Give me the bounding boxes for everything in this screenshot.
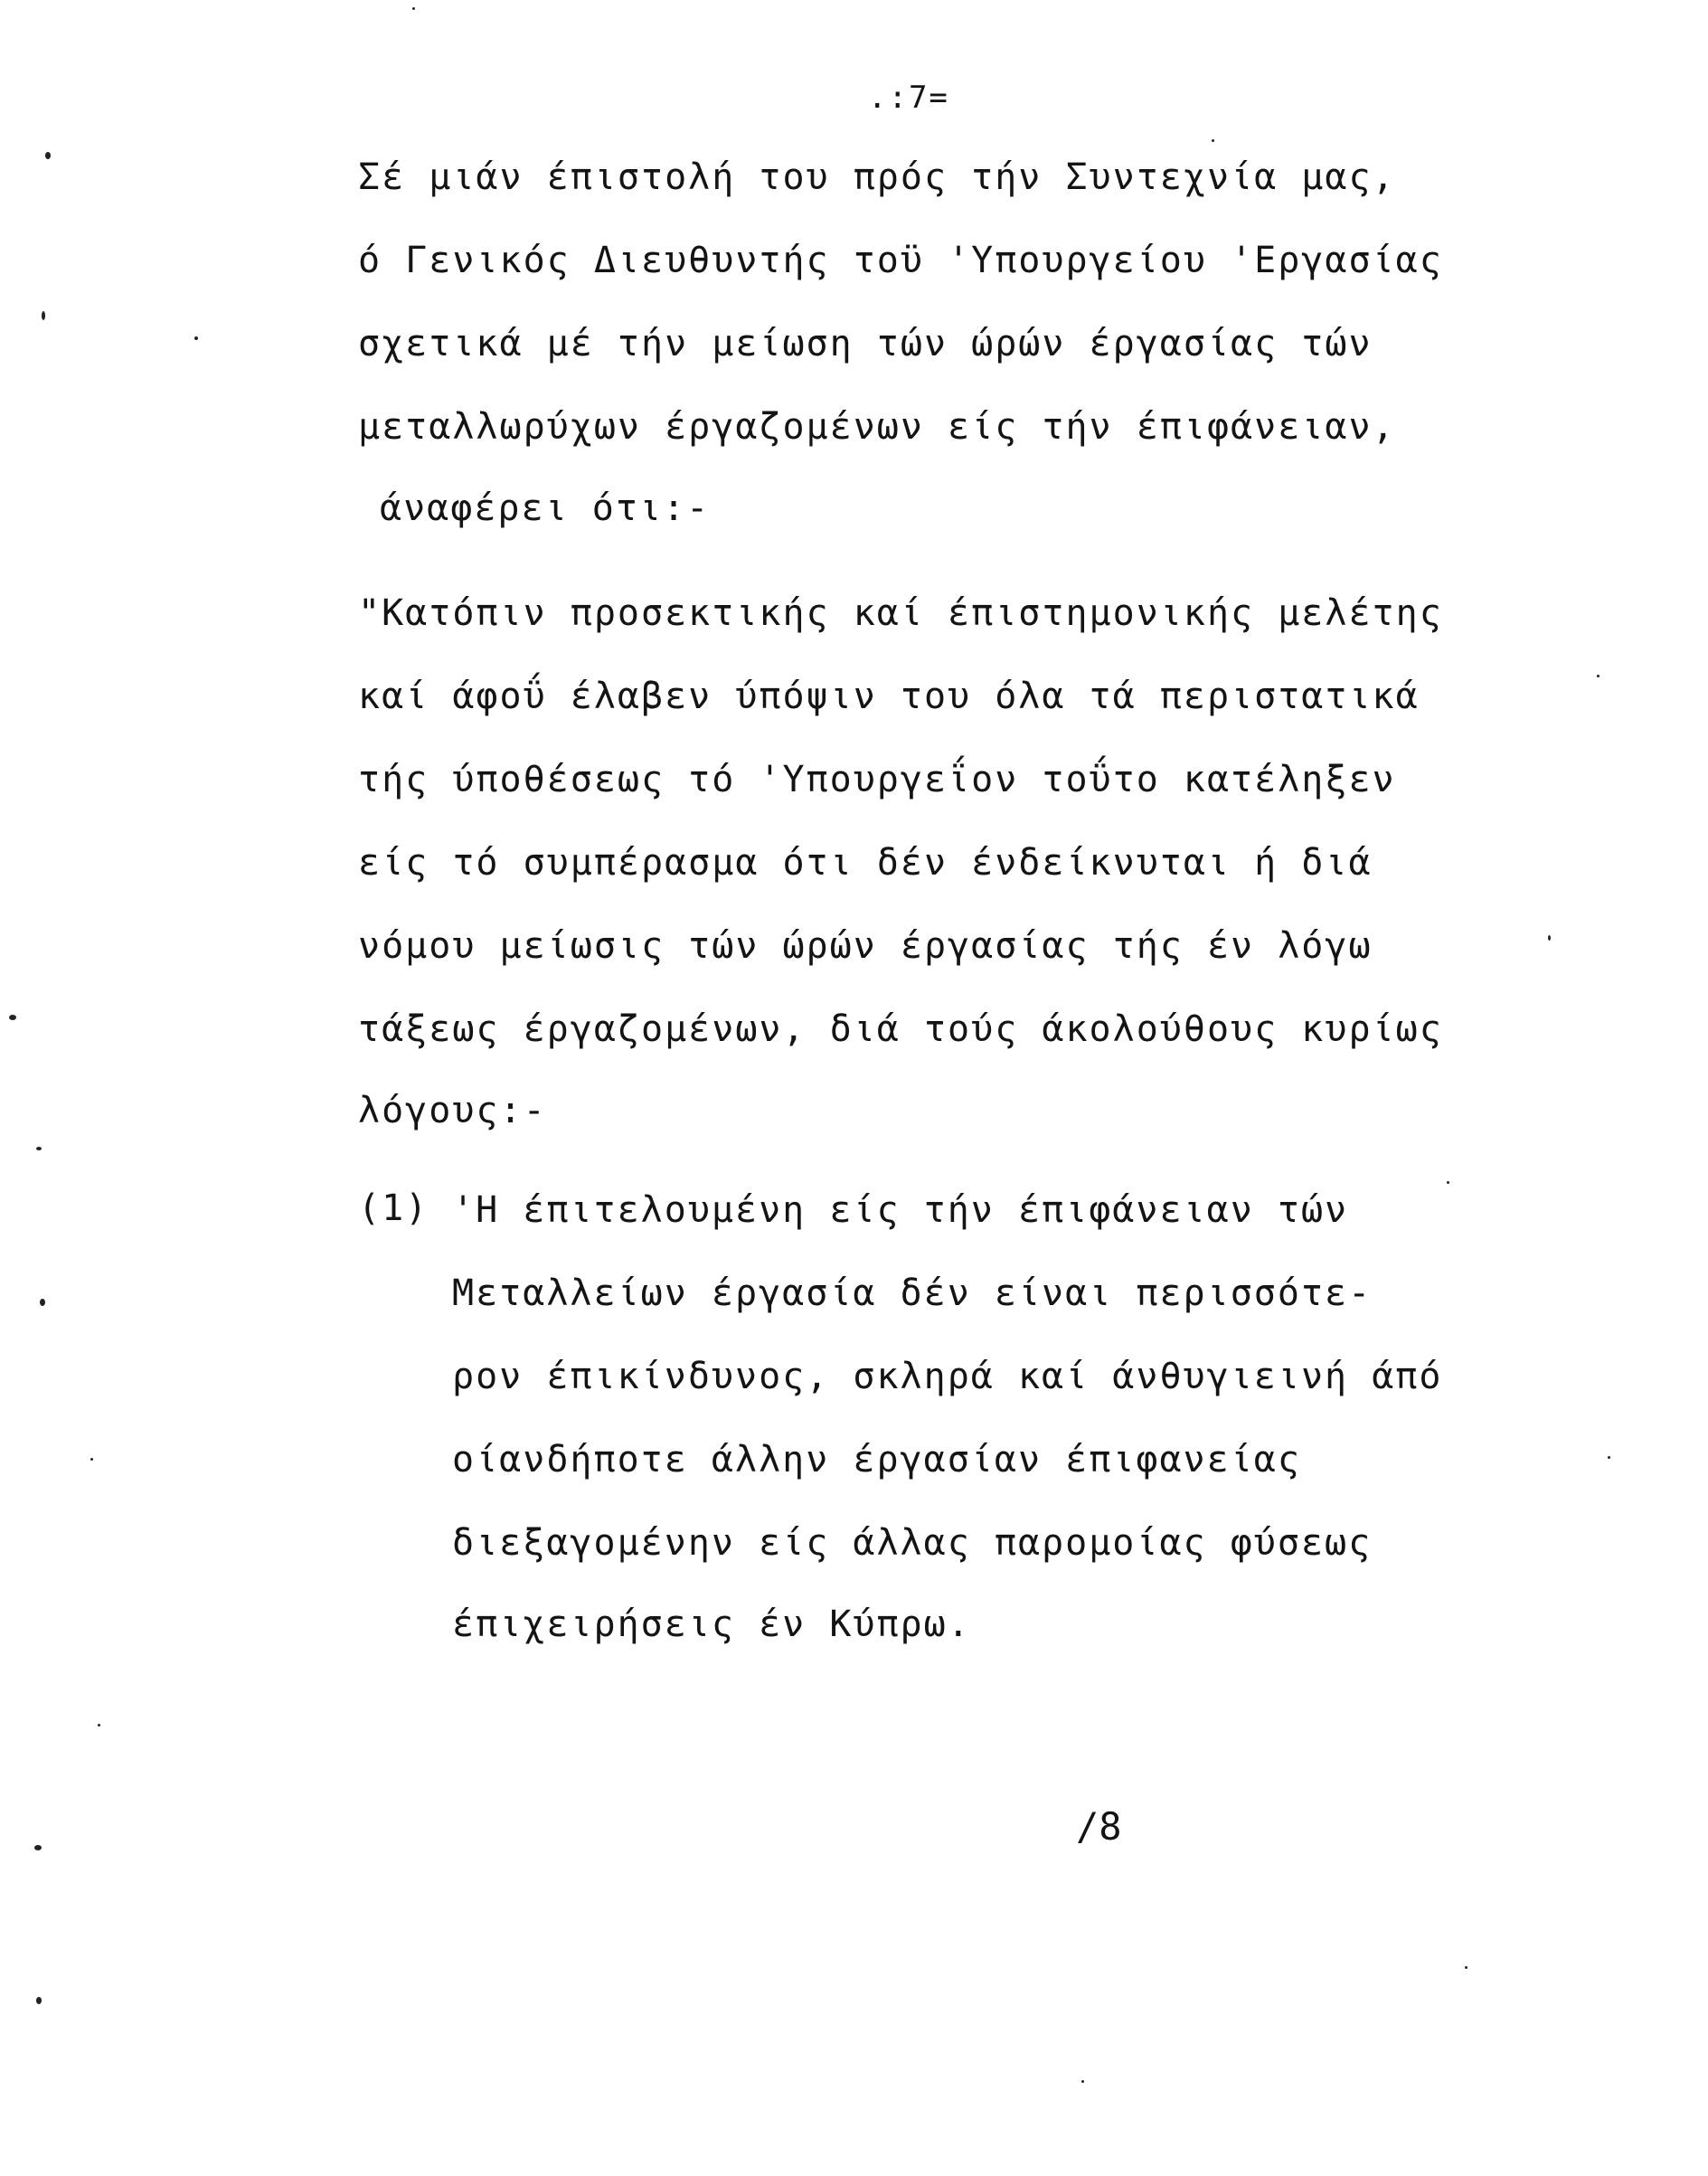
text-line: νόμου μείωσις τών ώρών έργασίας τής έν λόγω [358,925,1373,967]
scan-speck [36,1147,42,1150]
continuation-marker: /8 [1076,1804,1122,1849]
text-line: ό Γενικός Διευθυντής τοϋ 'Υπουργείου 'Εργασίας [358,240,1443,281]
scan-speck [90,1458,93,1461]
text-line: έπιχειρήσεις έν Κύπρω. [452,1604,971,1645]
text-line: Μεταλλείων έργασία δέν είναι περισσότε- [452,1272,1373,1314]
scan-speck [42,311,45,320]
page-number: .:7= [868,80,949,116]
scan-speck [9,1015,16,1020]
scan-speck [98,1724,100,1727]
scan-speck [1597,675,1599,677]
text-line: μεταλλωρύχων έργαζομένων είς τήν έπιφάνειαν, [358,406,1396,448]
text-line: τής ύποθέσεως τό 'Υπουργεΐον τοΰτο κατέληξεν [358,759,1396,800]
text-line: διεξαγομένην είς άλλας παρομοίας φύσεως [452,1522,1373,1564]
scan-speck [45,152,51,159]
scan-speck [40,1299,45,1306]
text-line: σχετικά μέ τήν μείωση τών ώρών έργασίας τών [358,323,1373,364]
scan-speck [412,7,415,10]
text-line: ρον έπικίνδυνος, σκληρά καί άνθυγιεινή άπό [452,1356,1443,1397]
text-line: 'Η έπιτελουμένη είς τήν έπιφάνειαν τών [452,1189,1349,1231]
text-line: Σέ μιάν έπιστολή του πρός τήν Συντεχνία μας, [358,156,1396,198]
text-line: "Κατόπιν προσεκτικής καί έπιστημονικής μελέτης [358,592,1443,634]
text-line: λόγους:- [358,1090,547,1131]
scan-speck [34,1845,42,1850]
scan-speck [1608,1456,1610,1459]
text-line: τάξεως έργαζομένων, διά τούς άκολούθους κυρίως [358,1008,1443,1050]
scan-speck [1465,1966,1467,1969]
scan-speck [36,1997,42,2004]
text-line: άναφέρει ότι:- [380,487,711,529]
scan-speck [1212,139,1214,142]
scan-speck [1081,2080,1084,2083]
scan-speck [1548,935,1551,941]
scan-speck [194,336,198,340]
text-line: είς τό συμπέρασμα ότι δέν ένδείκνυται ή διά [358,842,1373,884]
text-line: καί άφοΰ έλαβεν ύπόψιν του όλα τά περιστατικά [358,676,1420,717]
scan-speck [1447,1181,1449,1184]
item-number: (1) [358,1187,429,1229]
text-line: οίανδήποτε άλλην έργασίαν έπιφανείας [452,1439,1301,1481]
